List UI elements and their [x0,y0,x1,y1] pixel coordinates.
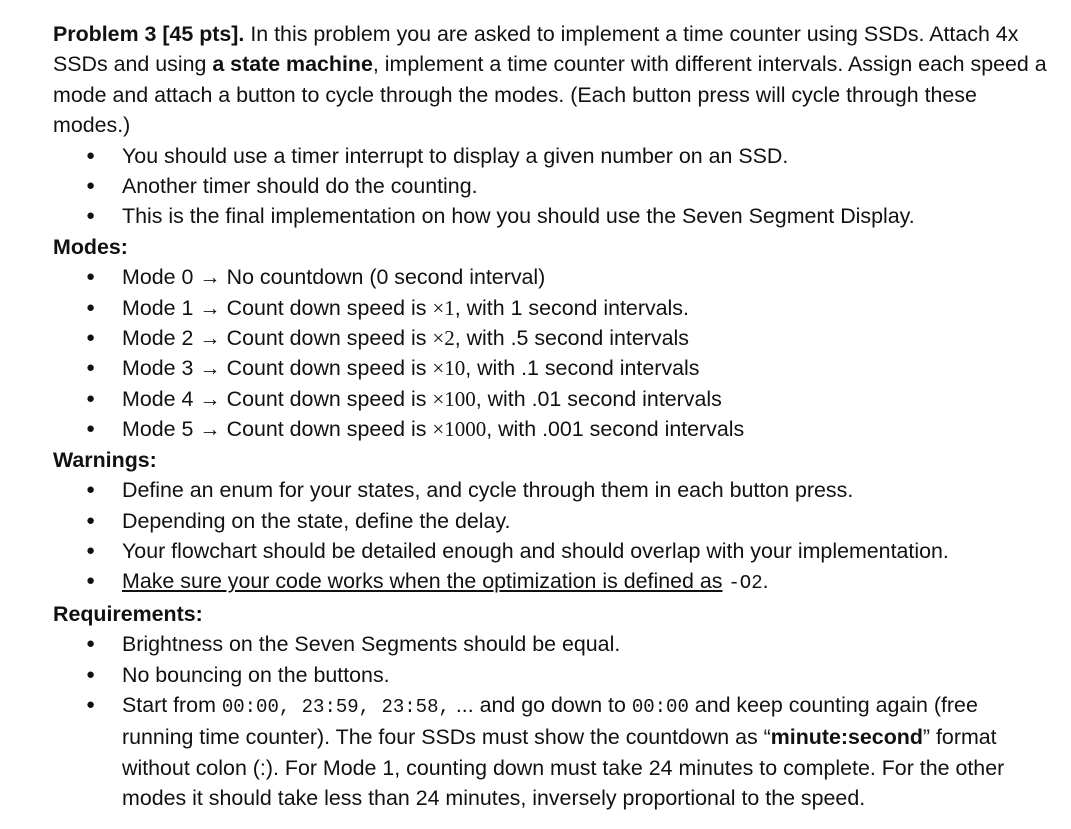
list-item: ● Brightness on the Seven Segments should be equal. [53,629,1051,659]
req-text-3: and keep counting again (free running time counter). The four SSDs must show the countdown as “ [122,692,978,750]
mode-name: Mode 1 [122,295,194,320]
mode-interval: , with .5 second intervals [454,326,689,351]
mode-item-1 [53,293,1051,323]
mode-multiplier: ×10 [432,356,466,381]
mode-item-2 [53,323,1051,353]
start-sequence-code: 00:00, 23:59, 23:58, [221,695,450,718]
req-text-4: ” format without colon (:). For Mode 1, counting down must take 24 minutes to complete. For the other modes it should take less than 24 minutes, inversely proportional to the speed. [122,725,1005,811]
optimization-flag: -O2 [728,572,763,595]
req-text-2: ... and go down to [449,692,632,717]
problem-title: Problem 3 [45 pts]. [53,22,245,46]
mode-item-4 [53,384,1051,414]
req-text-1: Start from [122,692,222,717]
arrow-icon: → [193,265,227,290]
mode-item-5 [53,414,1051,444]
end-value-code: 00:00 [631,695,689,718]
mode-prefix: Count down speed is [226,356,433,381]
list-item [53,690,1051,814]
mode-prefix: Count down speed is [226,417,433,442]
requirements-list [53,629,1051,813]
mode-item-3 [53,353,1051,383]
intro-bullet-list [53,141,1051,232]
mode-multiplier: ×1000 [432,417,487,442]
list-item: ● No bouncing on the buttons. [53,660,1051,690]
mode-multiplier: ×100 [432,386,476,411]
warnings-heading: Warnings: [53,447,157,472]
period: . [762,569,769,594]
intro-bold-phrase: a state machine [212,52,373,77]
list-item: ● This is the final implementation on how you should use the Seven Segment Display. [53,201,1051,231]
arrow-icon: → [193,356,227,381]
list-item: ● Your flowchart should be detailed enough and should overlap with your implementation. [53,536,1051,566]
mode-name: Mode 0 [122,265,194,290]
mode-interval: , with .001 second intervals [486,417,745,442]
mode-interval: , with .1 second intervals [465,356,700,381]
list-item: ● Another timer should do the counting. [53,171,1051,201]
mode-prefix: Count down speed is [226,295,433,320]
intro-text-1: In this problem you are asked to implement a time counter using SSDs. Attach 4x SSDs and using [53,22,1019,77]
arrow-icon: → [193,417,227,442]
list-item: ● Define an enum for your states, and cycle through them in each button press. [53,475,1051,505]
requirements-heading: Requirements: [53,601,203,626]
arrow-icon: → [193,326,227,351]
mode-name: Mode 5 [122,417,194,442]
mode-item-0 [53,262,1051,292]
arrow-icon: → [193,295,227,320]
mode-prefix: Count down speed is [226,386,433,411]
intro-paragraph [53,19,1051,141]
mode-name: Mode 3 [122,356,194,381]
list-item: ● Depending on the state, define the delay. [53,506,1051,536]
list-item: ● You should use a timer interrupt to display a given number on an SSD. [53,141,1051,171]
intro-text-2: , implement a time counter with different intervals. Assign each speed a mode and attach a button to cycle through the modes. (Each button press will cycle through these modes.) [53,52,1047,138]
warnings-list [53,475,1051,599]
mode-name: Mode 4 [122,386,194,411]
arrow-icon: → [193,386,227,411]
mode-multiplier: ×1 [432,295,455,320]
modes-list [53,262,1051,444]
mode-prefix: Count down speed is [226,326,433,351]
mode-interval: , with .01 second intervals [475,386,722,411]
format-bold: minute:second [770,725,923,750]
mode-name: Mode 2 [122,326,194,351]
optimization-note: Make sure your code works when the optimization is defined as [122,569,723,594]
mode-multiplier: ×2 [432,326,455,351]
mode-description: No countdown (0 second interval) [226,265,546,290]
list-item [53,566,1051,598]
modes-heading: Modes: [53,234,128,259]
mode-interval: , with 1 second intervals. [454,295,689,320]
